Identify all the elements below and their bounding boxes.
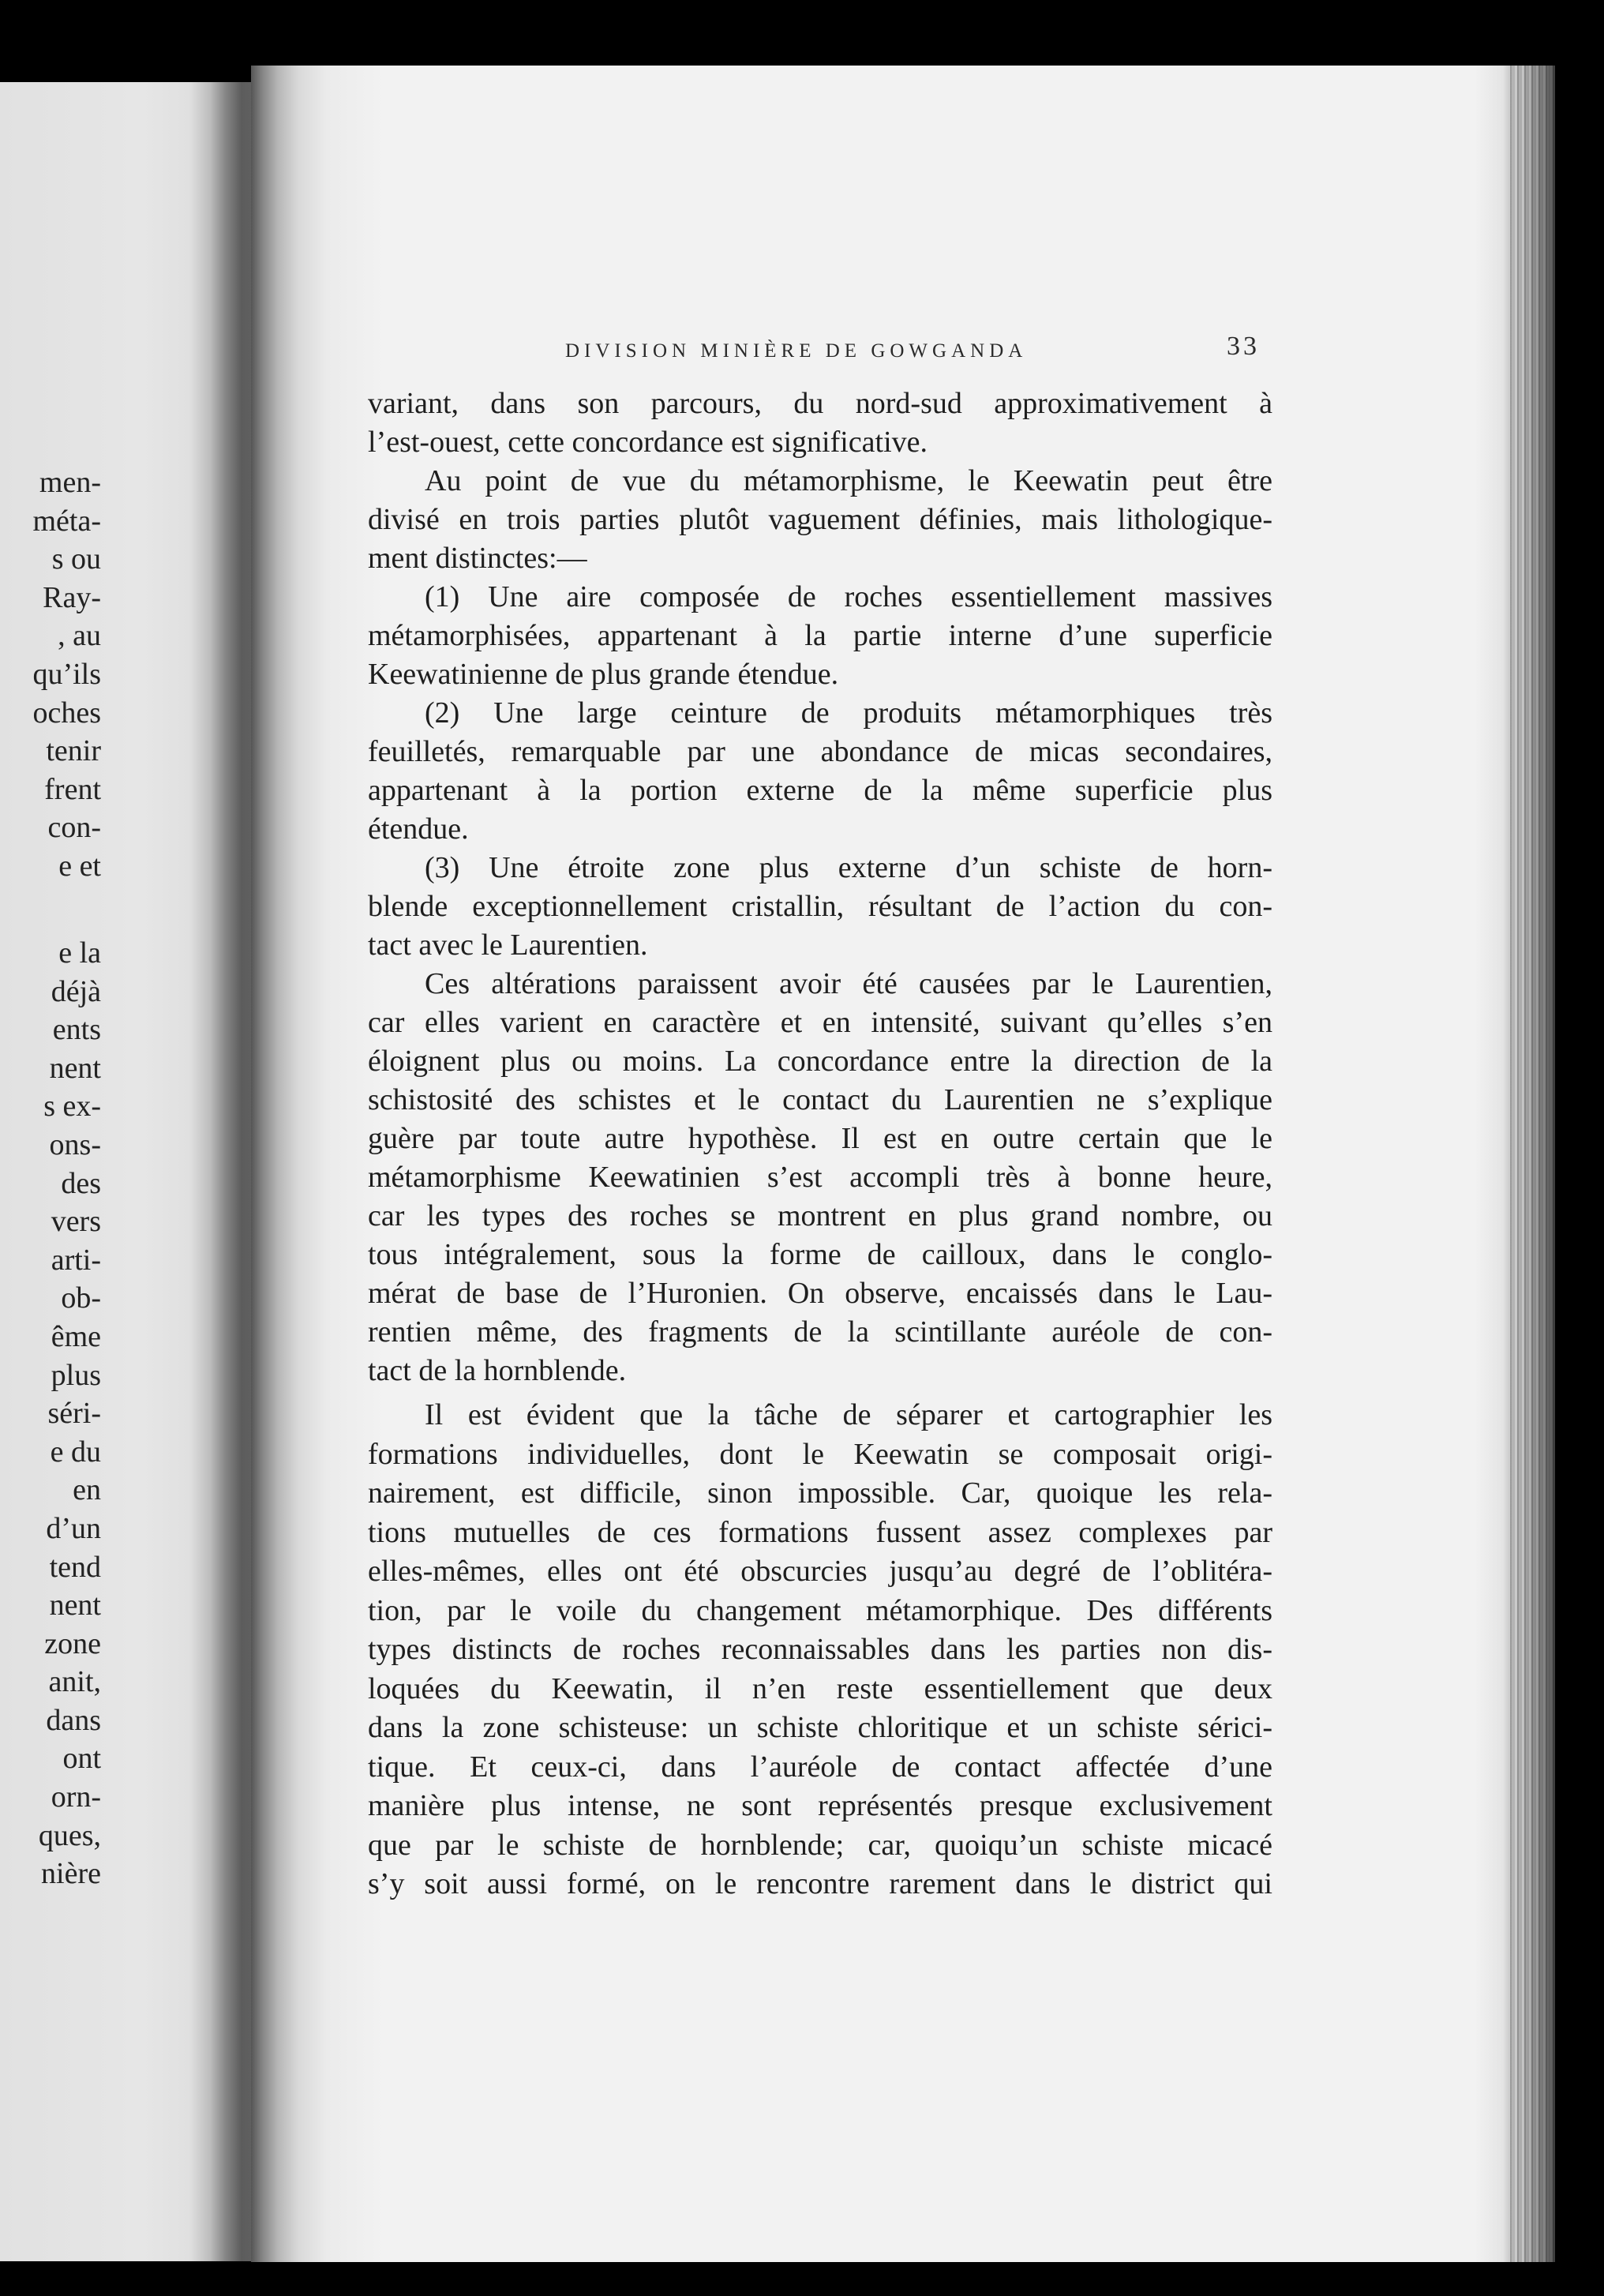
text-line: Ces altérations paraissent avoir été causées par le Laurentien, bbox=[425, 967, 1272, 1000]
facing-page-line-end: d’un bbox=[46, 1511, 101, 1545]
text-line: (3) Une étroite zone plus externe d’un schiste de horn- bbox=[425, 851, 1272, 884]
text-line: tact avec le Laurentien. bbox=[368, 929, 648, 962]
facing-page-line-end: zone bbox=[44, 1626, 101, 1660]
text-line: ment distinctes:— bbox=[368, 542, 587, 575]
facing-page bbox=[0, 82, 262, 2261]
facing-page-line-end: méta- bbox=[32, 504, 101, 538]
page-number: 33 bbox=[1227, 332, 1260, 361]
text-line: blende exceptionnellement cristallin, résultant de l’action du con- bbox=[368, 890, 1272, 923]
facing-page-line-end: ents bbox=[52, 1013, 101, 1047]
paragraph bbox=[368, 1396, 1272, 1904]
text-line: appartenant à la portion externe de la même superficie plus bbox=[368, 774, 1272, 807]
book-page bbox=[251, 66, 1555, 2262]
facing-page-line-end: ont bbox=[62, 1742, 101, 1776]
facing-page-line-end: ême bbox=[51, 1319, 101, 1353]
text-line: elles-mêmes, elles ont été obscurcies jusqu’au degré de l’oblitéra- bbox=[368, 1555, 1272, 1588]
facing-page-line-end: arti- bbox=[51, 1243, 101, 1277]
facing-page-line-end: e la bbox=[58, 936, 101, 970]
text-line: métamorphisées, appartenant à la partie interne d’une superficie bbox=[368, 619, 1272, 652]
facing-page-line-end: ques, bbox=[38, 1818, 101, 1852]
text-line: types distincts de roches reconnaissables dans les parties non dis- bbox=[368, 1633, 1272, 1666]
text-line: (2) Une large ceinture de produits métamorphiques très bbox=[425, 696, 1272, 730]
text-line: (1) Une aire composée de roches essentiellement massives bbox=[425, 580, 1272, 613]
text-line: s’y soit aussi formé, on le rencontre rarement dans le district qui bbox=[368, 1867, 1272, 1900]
paragraph bbox=[368, 385, 1272, 462]
text-line: tique. Et ceux-ci, dans l’auréole de contact affectée d’une bbox=[368, 1750, 1272, 1784]
text-line: éloignent plus ou moins. La concordance entre la direction de la bbox=[368, 1045, 1272, 1078]
text-line: car elles varient en caractère et en intensité, suivant qu’elles s’en bbox=[368, 1006, 1272, 1039]
facing-page-line-end: s ou bbox=[51, 542, 101, 576]
facing-page-line-end: séri- bbox=[47, 1397, 101, 1431]
facing-page-line-end: ob- bbox=[61, 1281, 101, 1315]
text-line: étendue. bbox=[368, 812, 469, 846]
text-line: loquées du Keewatin, il n’en reste essentiellement que deux bbox=[368, 1671, 1272, 1705]
facing-page-line-end: en bbox=[73, 1473, 101, 1507]
facing-page-line-end: vers bbox=[51, 1205, 101, 1239]
facing-page-line-end: orn- bbox=[51, 1780, 101, 1814]
facing-page-line-end: anit, bbox=[48, 1665, 101, 1699]
text-line: rentien même, des fragments de la scintillante auréole de con- bbox=[368, 1315, 1272, 1349]
facing-page-text-upper bbox=[0, 463, 101, 886]
text-line: métamorphisme Keewatinien s’est accompli très à bonne heure, bbox=[368, 1161, 1272, 1194]
facing-page-line-end: tend bbox=[49, 1550, 101, 1584]
facing-page-line-end: , au bbox=[58, 619, 101, 653]
facing-page-line-end: déjà bbox=[51, 974, 101, 1008]
text-line: tous intégralement, sous la forme de cailloux, dans le conglo- bbox=[368, 1238, 1272, 1271]
text-line: Il est évident que la tâche de séparer et cartographier les bbox=[425, 1398, 1272, 1431]
paragraph bbox=[368, 849, 1272, 965]
facing-page-line-end: e et bbox=[58, 849, 101, 883]
facing-page-line-end: s ex- bbox=[43, 1090, 101, 1124]
text-line: tions mutuelles de ces formations fussent assez complexes par bbox=[368, 1515, 1272, 1549]
text-line: divisé en trois parties plutôt vaguement définies, mais lithologique- bbox=[368, 503, 1272, 536]
facing-page-line-end: Ray- bbox=[43, 580, 101, 614]
text-line: nairement, est difficile, sinon impossible. Car, quoique les rela- bbox=[368, 1476, 1272, 1510]
facing-page-line-end: e du bbox=[50, 1435, 101, 1469]
text-line: Keewatinienne de plus grande étendue. bbox=[368, 658, 839, 691]
facing-page-line-end: tenir bbox=[46, 734, 101, 768]
text-line: formations individuelles, dont le Keewatin se composait origi- bbox=[368, 1437, 1272, 1471]
text-line: guère par toute autre hypothèse. Il est en outre certain que le bbox=[368, 1122, 1272, 1155]
text-line: Au point de vue du métamorphisme, le Keewatin peut être bbox=[425, 464, 1272, 497]
facing-page-line-end: nent bbox=[49, 1051, 101, 1085]
facing-page-line-end: con- bbox=[47, 811, 101, 845]
facing-page-line-end: dans bbox=[46, 1703, 101, 1737]
text-line: tact de la hornblende. bbox=[368, 1354, 627, 1387]
facing-page-line-end: nent bbox=[49, 1589, 101, 1623]
facing-page-line-end: frent bbox=[44, 772, 101, 806]
running-head: DIVISION MINIÈRE DE GOWGANDA bbox=[565, 340, 1028, 362]
page-edges bbox=[1508, 66, 1555, 2262]
text-line: dans la zone schisteuse: un schiste chloritique et un schiste sérici- bbox=[368, 1711, 1272, 1744]
text-line: variant, dans son parcours, du nord-sud approximativement à bbox=[368, 387, 1272, 420]
facing-page-line-end: oches bbox=[32, 696, 101, 730]
text-line: tion, par le voile du changement métamorphique. Des différents bbox=[368, 1593, 1272, 1627]
paragraph bbox=[368, 578, 1272, 694]
text-line: feuilletés, remarquable par une abondance de micas secondaires, bbox=[368, 735, 1272, 768]
text-line: mérat de base de l’Huronien. On observe, encaissés dans le Lau- bbox=[368, 1277, 1272, 1310]
facing-page-line-end: nière bbox=[41, 1857, 101, 1891]
text-line: manière plus intense, ne sont représentés presque exclusivement bbox=[368, 1789, 1272, 1822]
text-line: schistosité des schistes et le contact du Laurentien ne s’explique bbox=[368, 1083, 1272, 1116]
text-line: l’est-ouest, cette concordance est significative. bbox=[368, 426, 928, 459]
facing-page-line-end: des bbox=[61, 1166, 101, 1200]
paragraph bbox=[368, 694, 1272, 849]
facing-page-line-end: men- bbox=[39, 466, 101, 499]
facing-page-line-end: qu’ils bbox=[32, 657, 101, 691]
paragraph bbox=[368, 965, 1272, 1390]
text-line: que par le schiste de hornblende; car, quoiqu’un schiste micacé bbox=[368, 1828, 1272, 1862]
facing-page-line-end: plus bbox=[51, 1358, 101, 1392]
facing-page-text-lower bbox=[0, 934, 101, 1893]
facing-page-line-end: ons- bbox=[49, 1127, 101, 1161]
paragraph bbox=[368, 462, 1272, 578]
body-text bbox=[368, 385, 1272, 1904]
text-line: car les types des roches se montrent en plus grand nombre, ou bbox=[368, 1199, 1272, 1232]
